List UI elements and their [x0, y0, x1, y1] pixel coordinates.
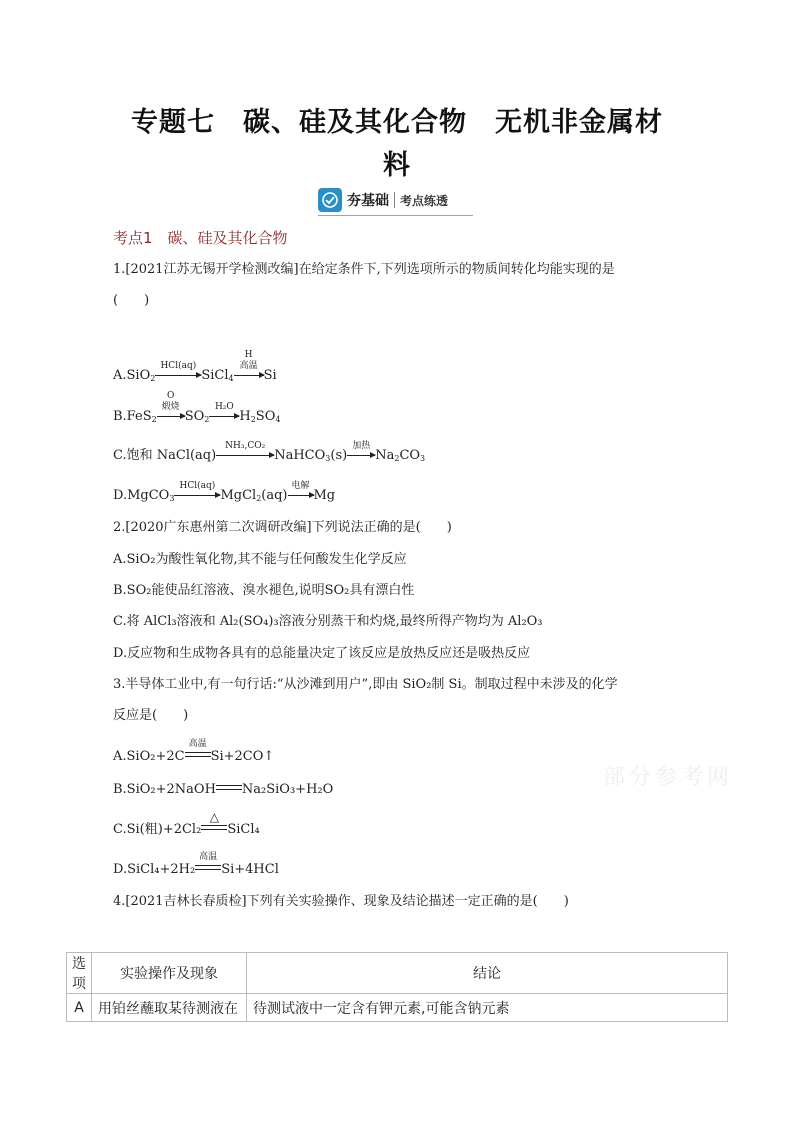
q1-option-a: A.SiO$_2$ HCl(aq) SiCl$_4$ H 高温 Si	[113, 350, 277, 383]
q4-stem: 4.[2021吉林长春质检]下列有关实验操作、现象及结论描述一定正确的是( )	[113, 894, 569, 909]
watermark: 部分参考网	[603, 765, 734, 790]
check-circle-icon	[318, 188, 342, 212]
table-cell: A	[67, 994, 92, 1022]
q1-stem: 1.[2021江苏无锡开学检测改编]在给定条件下,下列选项所示的物质间转化均能实现的是	[113, 262, 615, 277]
q2-option-d: D.反应物和生成物各具有的总能量决定了该反应是放热反应还是吸热反应	[113, 646, 531, 661]
page-title-cont: 料	[383, 150, 411, 181]
q2-option-a: A.SiO₂为酸性氧化物,其不能与任何酸发生化学反应	[113, 552, 407, 567]
table-row	[67, 994, 728, 1022]
q3-option-b: B.SiO₂+2NaOH Na₂SiO₃+H₂O	[113, 782, 334, 797]
q2-option-b: B.SO₂能使品红溶液、溴水褪色,说明SO₂具有漂白性	[113, 583, 415, 598]
page-title: 专题七 碳、硅及其化合物 无机非金属材	[131, 107, 663, 138]
q3-option-c: C.Si(粗)+2Cl₂ △ SiCl₄	[113, 810, 260, 837]
table-header: 结论	[247, 953, 728, 994]
q1-option-c: C.饱和 NaCl(aq) NH₃,CO₂ NaHCO$_3$(s) 加热 $Na_2CO_3$	[113, 441, 426, 463]
q3-option-d: D.SiCl₄+2H₂ 高温 Si+4HCl	[113, 852, 279, 877]
experiment-table	[66, 952, 728, 1022]
banner-divider	[394, 192, 395, 208]
q3-option-a: A.SiO₂+2C 高温 Si+2CO↑	[113, 739, 275, 764]
q3-stem: 3.半导体工业中,有一句行话:“从沙滩到用户”,即由 SiO₂制 Si。制取过程中未涉及的化学	[113, 677, 618, 692]
banner-underline	[318, 215, 473, 216]
table-cell: 待测试液中一定含有钾元素,可能含钠元素	[247, 994, 728, 1022]
q2-option-c: C.将 AlCl₃溶液和 Al₂(SO₄)₃溶液分别蒸干和灼烧,最终所得产物均为 Al₂O₃	[113, 614, 543, 629]
table-header: 实验操作及现象	[92, 953, 247, 994]
q2-stem: 2.[2020广东惠州第二次调研改编]下列说法正确的是( )	[113, 520, 452, 535]
q3-stem-cont: 反应是( )	[113, 708, 189, 723]
q1-option-b: B.FeS$_2$ O 煅烧 $SO_2$ H₂O $H_2SO_4$	[113, 391, 281, 424]
q1-answer-paren: ( )	[113, 293, 150, 308]
banner-main: 夯基础	[347, 193, 389, 209]
table-header: 选项	[67, 953, 92, 994]
section-banner	[318, 187, 473, 213]
table-cell: 用铂丝蘸取某待测液在	[92, 994, 247, 1022]
q1-option-d: D.MgCO$_3$ HCl(aq) MgCl$_2$(aq) 电解 Mg	[113, 481, 336, 503]
table-header-row	[67, 953, 728, 994]
section-heading: 考点1 碳、硅及其化合物	[113, 229, 288, 247]
banner-sub: 考点练透	[400, 193, 449, 208]
